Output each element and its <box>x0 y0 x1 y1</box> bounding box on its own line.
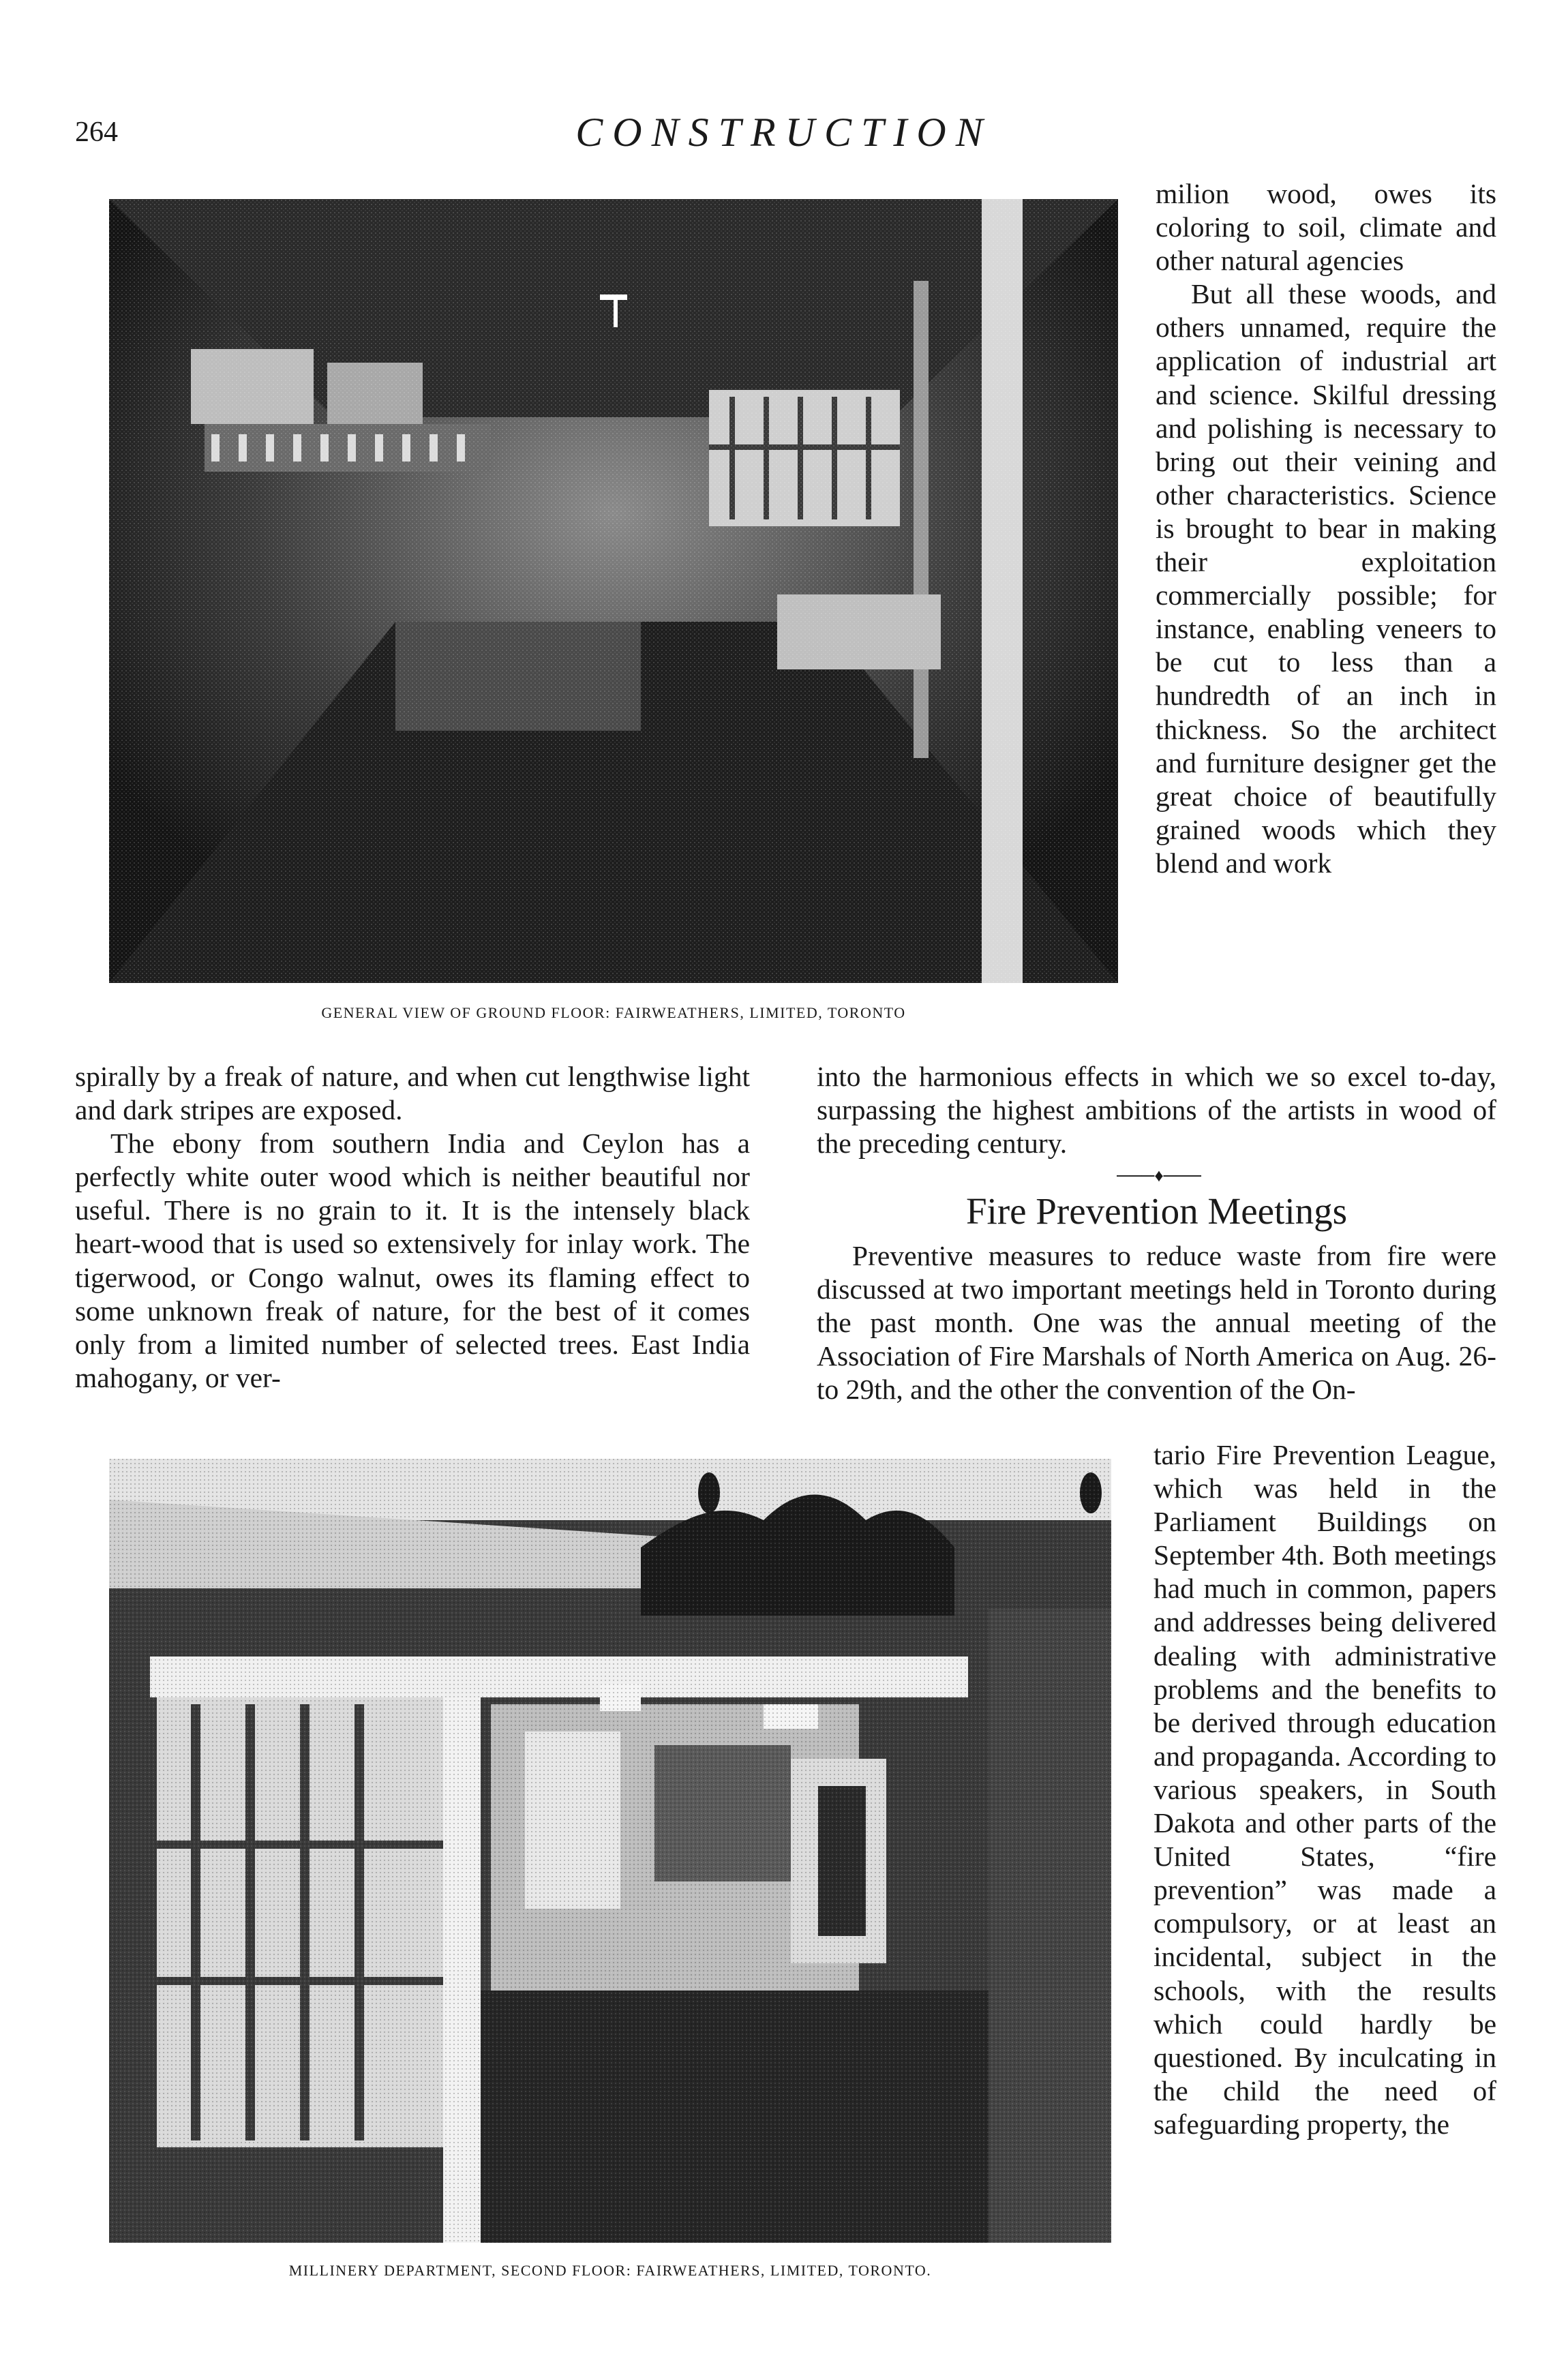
section-ornament: ───♦─── <box>1117 1166 1201 1185</box>
figure-caption: MILLINERY DEPARTMENT, SECOND FLOOR: FAIRWEATHERS, LIMITED, TORONTO. <box>288 2262 932 2279</box>
ground-floor-photo <box>109 199 1118 983</box>
section-heading: Fire Prevention Meetings <box>965 1190 1348 1232</box>
woods-article-continuation <box>817 1060 1496 1160</box>
millinery-photo-art <box>109 1459 1111 2243</box>
paragraph: tario Fire Prevention League, which was held in the Parliament Buildings on September 4th. Both meetings had much in common, papers and addresses being delivered dealing with administrative problems and the benefits to be derived through education and propaganda. According to various speakers, in South Dakota and other parts of the United States, “fire prevention” was made a compulsory, or at least an incidental, subject in the schools, with the results which could hardly be questioned. By inculcating in the child the need of safeguarding property, the <box>1154 1439 1496 2140</box>
fire-article-intro <box>817 1239 1496 1406</box>
paragraph: But all these woods, and others unnamed, require the application of industrial art and science. Skilful dressing and polishing is necessary to bring out their veining and other characteristics. Science is brought to bear in making their exploitation commercially possible; for instance, enabling veneers to be cut to less than a hundredth of an inch in thickness. So the architect and furniture designer get the great choice of beautifully grained woods which they blend and work <box>1156 278 1496 879</box>
fire-article-narrow-column <box>1154 1438 1496 2141</box>
paragraph: spirally by a freak of nature, and when cut lengthwise light and dark stripes are exposed. <box>75 1061 750 1126</box>
paragraph: Preventive measures to reduce waste from fire were discussed at two important meetings held in Toronto during the past month. One was the annual meeting of the Association of Fire Marshals of North America on Aug. 26-to 29th, and the other the convention of the On- <box>817 1240 1496 1406</box>
woods-article-left-column <box>75 1060 750 1395</box>
running-head: CONSTRUCTION <box>575 110 993 155</box>
page-number: 264 <box>75 117 118 148</box>
millinery-department-photo <box>109 1459 1111 2243</box>
paragraph: into the harmonious effects in which we so excel to-day, surpassing the highest ambitions of the artists in wood of the preceding century. <box>817 1061 1496 1160</box>
woods-article-right-column <box>1156 177 1496 880</box>
figure-caption: GENERAL VIEW OF GROUND FLOOR: FAIRWEATHERS, LIMITED, TORONTO <box>321 1004 906 1021</box>
paragraph: The ebony from southern India and Ceylon has a perfectly white outer wood which is neither beautiful nor useful. There is no grain to it. It is the intensely black heart-wood that is used so extensively for inlay work. The tigerwood, or Congo walnut, owes its flaming effect to some unknown freak of nature, for the best of it comes only from a limited number of selected trees. East India mahogany, or ver- <box>75 1128 750 1393</box>
ground-floor-photo-art <box>109 199 1118 983</box>
paragraph: milion wood, owes its coloring to soil, climate and other natural agencies <box>1156 178 1496 277</box>
